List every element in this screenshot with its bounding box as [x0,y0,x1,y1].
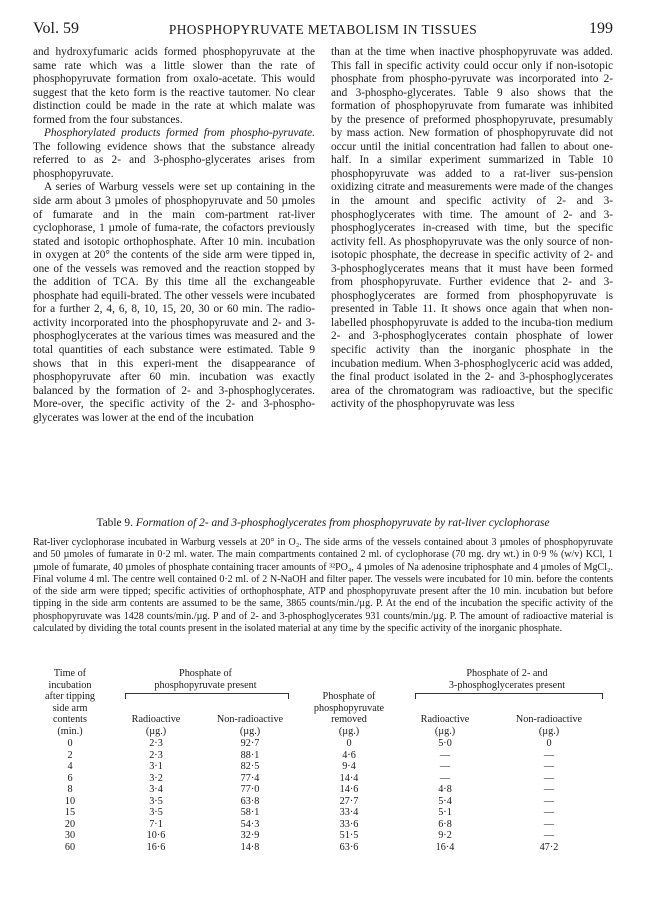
table-cell: 2 [67,749,73,761]
table-cell: 16·6 [146,841,166,853]
table-cell: 3·1 [149,761,163,772]
table-cell: 0 [346,738,352,749]
table-cell: 20 [64,818,76,830]
table-cell: 3·5 [149,795,163,807]
table-cell: 51·5 [339,830,359,841]
table-cell: 32·9 [240,830,260,841]
paragraph: than at the time when inactive phosphopyruvate was added. This fall in specific activity could occur only if non-isotopic phosphate from phospho-pyruvate was incorporated into 2- and 3-phospho-glycerates. Table 9 also shows that the formation of phosphopyruvate from fumarate was inhibited by the presence of preformed phosphopyruvate, presumably by mass action. New formation of phosphopyruvate did not occur until the initial concentration had fallen to about one-half. In a similar experiment summarized in Table 10 phosphopyruvate was added to a rat-liver sus-pension oxidizing citrate and measurements were made of the changes in the amount and specific activity of 2- and 3-phosphoglycerates with time. The amount of 2- and 3-phosphoglycerates in-creased with time, but the specific activity fell. As phosphopyruvate was the only source of non-isotopic phosphate, the decrease in specific activity of 2- and 3-phosphoglycerates means that it must have been formed from phosphopyruvate. Further evidence that 2- and 3-phosphoglycerates are formed from phosphopyruvate is presented in Table 11. It shows once again that when non-labelled phosphopyruvate is added to the incuba-tion medium 2- and 3-phosphoglycerates contain phosphate of lower specific activity than the inorganic phosphate in the incubation medium. When 3-phosphoglyceric acid was added, the final product isolated in the 2- and 3-phosphoglycerates area of the chromatogram was radioactive, but the specific activity of the phosphopyruvate was less [331,46,613,411]
table-cell: 77·4 [240,772,260,784]
header-non-radioactive-pg: Non-radioactive (µg.) [515,714,583,737]
table-cell: 27·7 [339,795,359,807]
table-cell: 14·6 [339,784,359,795]
table-row [33,796,613,807]
table-cell: 7·1 [149,818,163,830]
paragraph: and hydroxyfumaric acids formed phosphopyruvate at the same rate which was a little slower than the rate of phosphopyruvate formation from oxalo-acetate. This would suggest that the keto form is the reactive tautomer. No clear distinction could be made in the rate at which malate was formed from the four substances. [33,46,315,126]
table-row [33,784,613,795]
header-group-phosphopyruvate: Phosphate of phosphopyruvate present [154,668,257,691]
table-row [33,807,613,818]
header-group-phosphoglycerates: Phosphate of 2- and 3-phosphoglycerates present [448,668,566,691]
table-cell: 0 [546,738,552,749]
table-cell: 0 [67,738,73,749]
brace-phosphoglycerates [415,693,603,699]
table-cell: 3·5 [149,807,163,818]
table-row [33,738,613,749]
brace-phosphopyruvate [125,693,289,699]
table-cell: 33·6 [339,818,359,830]
header-radioactive-pg: Radioactive (µg.) [420,714,470,737]
table-cell: — [543,749,555,761]
table-cell: 33·4 [339,807,359,818]
table-cell: 4·8 [438,784,452,795]
table-cell: 16·4 [435,841,455,853]
table-cell: — [543,830,555,841]
table-cell: 63·8 [240,795,260,807]
table-cell: — [543,772,555,784]
table-cell: 4 [67,761,73,772]
table-cell: 77·0 [240,784,260,795]
table-cell: 10·6 [146,830,166,841]
table-cell: 2·3 [149,738,163,749]
table-cell: 5·4 [438,795,452,807]
table-cell: — [439,761,451,772]
header-removed: Phosphate of phosphopyruvate removed (µg.) [313,691,385,737]
table-cell: — [439,749,451,761]
table-caption [33,517,613,529]
table-notes-text: Rat-liver cyclophorase incubated in Warburg vessels at 20° in O₂. The side arms of the vessels contained about 3 µmoles of phosphopyruvate and 50 µmoles of fumarate in 0·2 ml. water. The main compartments contained 2 ml. of cyclophorase (70 mg. dry wt.) in 0·9 % (w/v) KCl, 1 µmole of fumarate, 40 µmoles of phosphate containing tracer amounts of ³²PO₄, 4 µmoles of Na adenosine triphosphate and 4 µmoles of MgCl₂. Final volume 4 ml. The centre well contained 0·2 ml. of 2 N-NaOH and filter paper. The vessels were incubated for 10 min. before the contents of the side arm were tipped; specific activities of orthophosphate, ATP and phosphopyruvate present after the 10 min. incubation but before tipping in the side arm contents are assumed to be the same, 3865 counts/min./µg. P. At the end of the incubation the specific activity of the phosphopyruvate was 1428 counts/min./µg. P and of 2- and 3-phosphoglycerates 931 counts/min./µg. P. The amount of radioactive material is calculated by dividing the total counts present in the isolated material at any time by the specific activity of the inorganic phosphate. [33,537,613,635]
table-row [33,761,613,772]
table-notes [33,537,613,635]
table-title: Formation of 2- and 3-phosphoglycerates from phosphopyruvate by rat-liver cyclophorase [135,517,550,529]
table-cell: 3·2 [149,772,163,784]
table-cell: 47·2 [539,841,559,853]
table-cell: 10 [64,795,76,807]
table-cell: 54·3 [240,818,260,830]
table-row [33,750,613,761]
table-cell: 92·7 [240,738,260,749]
header-non-radioactive: Non-radioactive (µg.) [216,714,284,737]
table-row [33,830,613,841]
table-cell: 4·6 [342,749,356,761]
table-cell: 58·1 [240,807,260,818]
table-cell: 5·1 [438,807,452,818]
table-cell: — [543,795,555,807]
right-column [331,46,613,412]
table-cell: 3·4 [149,784,163,795]
table-cell: 30 [64,830,76,841]
running-header [33,20,613,42]
table-label: Table 9. [96,517,133,529]
table-cell: — [543,818,555,830]
running-title: PHOSPHOPYRUVATE METABOLISM IN TISSUES [168,22,478,37]
section-heading: Phosphorylated products formed from phospho-pyruvate. [44,127,315,140]
table-cell: 14·4 [339,772,359,784]
table-cell: — [543,784,555,795]
table-cell: 6 [67,772,73,784]
table-cell: — [543,807,555,818]
table-cell: 14·8 [240,841,260,853]
table-cell: — [439,772,451,784]
table-cell: 9·2 [438,830,452,841]
table-cell: 2·3 [149,749,163,761]
header-time: Time of incubation after tipping side arm contents (min.) [44,668,96,737]
table-row [33,842,613,853]
table-cell: 60 [64,841,76,853]
table-cell: 82·5 [240,761,260,772]
table-row [33,773,613,784]
table-cell: — [543,761,555,772]
table-row [33,819,613,830]
table-cell: 6·8 [438,818,452,830]
paragraph: Phosphorylated products formed from phospho-pyruvate. The following evidence shows that the substance already referred to as 2- and 3-phospho-glycerates arises from phosphopyruvate. [33,127,315,180]
header-radioactive: Radioactive (µg.) [131,714,181,737]
volume-number: Vol. 59 [33,20,79,37]
left-column [33,46,315,425]
page-number: 199 [589,20,613,37]
paragraph: A series of Warburg vessels were set up containing in the side arm about 3 µmoles of phosphopyruvate and 50 µmoles of fumarate and in the main com-partment rat-liver cyclophorase, 1 µmole of fuma-rate, the cofactors previously stated and isotopic orthophosphate. After 10 min. incubation in oxygen at 20° the contents of the side arm were tipped in, one of the vessels was removed and the reaction stopped by the addition of TCA. By this time all the exchangeable phosphate had equili-brated. The other vessels were incubated for a further 2, 4, 6, 8, 10, 15, 20, 30 or 60 min. The radio-activity incorporated into the phosphopyruvate and 2- and 3-phosphoglycerates at the various times was measured and the total quantities of each substance were estimated. Table 9 shows that in this experi-ment the disappearance of phosphopyruvate after 60 min. incubation was exactly balanced by the formation of 2- and 3-phosphoglycerates. More-over, the specific activity of the 2- and 3-phospho-glycerates was lower at the end of the incubation [33,181,315,424]
table-cell: 63·6 [339,841,359,853]
table-cell: 15 [64,807,76,818]
table-cell: 8 [67,784,73,795]
table-cell: 5·0 [438,738,452,749]
table-cell: 88·1 [240,749,260,761]
table-cell: 9·4 [342,761,356,772]
